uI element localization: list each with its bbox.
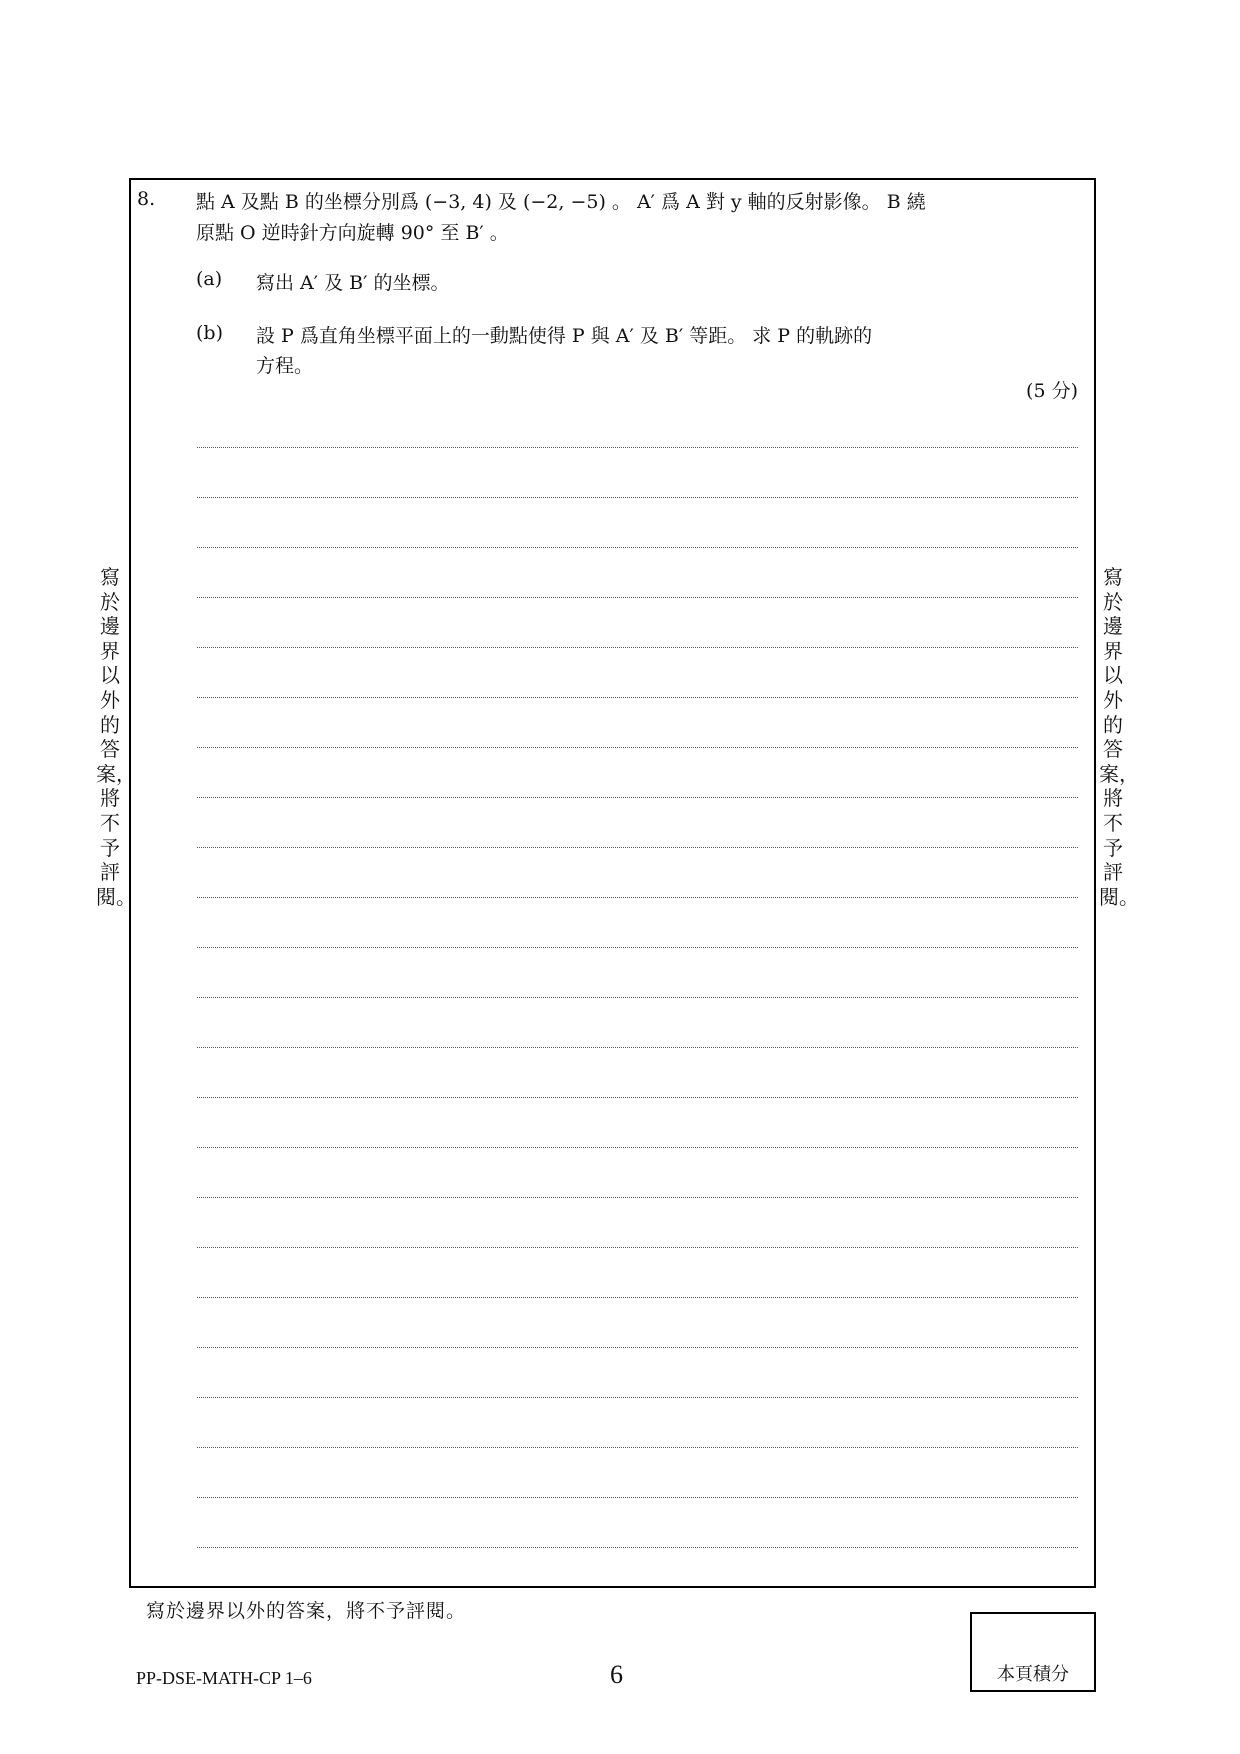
question-stem-line-2: 原點 O 逆時針方向旋轉 90° 至 B′ 。	[196, 222, 509, 244]
part-a-text: 寫出 A′ 及 B′ 的坐標。	[256, 272, 450, 294]
question-number: 8.	[137, 188, 156, 210]
answer-line	[197, 747, 1078, 748]
answer-line	[197, 1097, 1078, 1098]
answer-line	[197, 1247, 1078, 1248]
answer-line	[197, 1197, 1078, 1198]
answer-line	[197, 447, 1078, 448]
answer-line	[197, 1047, 1078, 1048]
page-total-label: 本頁積分	[997, 1664, 1069, 1685]
question-stem-line-1: 點 A 及點 B 的坐標分別爲 (−3, 4) 及 (−2, −5) 。 A′ 爲 A 對 y 軸的反射影像。 B 繞	[196, 191, 926, 213]
answer-line	[197, 1447, 1078, 1448]
right-margin-warning: 寫於邊界以外的答案，將不予評閱。	[1099, 565, 1139, 909]
left-margin-warning: 寫於邊界以外的答案，將不予評閱。	[96, 565, 136, 909]
answer-line	[197, 1347, 1078, 1348]
answer-line	[197, 997, 1078, 998]
answer-line	[197, 947, 1078, 948]
answer-line	[197, 547, 1078, 548]
part-b-text-line-2: 方程。	[256, 355, 314, 377]
bottom-margin-warning: 寫於邊界以外的答案，將不予評閱。	[146, 1600, 467, 1622]
answer-frame	[129, 178, 1096, 1588]
part-b-text-line-1: 設 P 爲直角坐標平面上的一動點使得 P 與 A′ 及 B′ 等距。 求 P 的軌跡的	[256, 325, 873, 347]
answer-line	[197, 1547, 1078, 1548]
answer-line	[197, 1147, 1078, 1148]
answer-line	[197, 1297, 1078, 1298]
marks-allocation: (5 分)	[1026, 380, 1078, 402]
part-b-label: (b)	[196, 322, 223, 344]
answer-line	[197, 1497, 1078, 1498]
page-total-box	[970, 1612, 1096, 1692]
page-number: 6	[610, 1660, 623, 1689]
part-a-label: (a)	[196, 268, 223, 290]
answer-line	[197, 647, 1078, 648]
answer-line	[197, 797, 1078, 798]
answer-line	[197, 897, 1078, 898]
answer-line	[197, 597, 1078, 598]
answer-line	[197, 497, 1078, 498]
paper-code: PP-DSE-MATH-CP 1–6	[136, 1668, 312, 1688]
answer-line	[197, 847, 1078, 848]
answer-line	[197, 697, 1078, 698]
answer-line	[197, 1397, 1078, 1398]
